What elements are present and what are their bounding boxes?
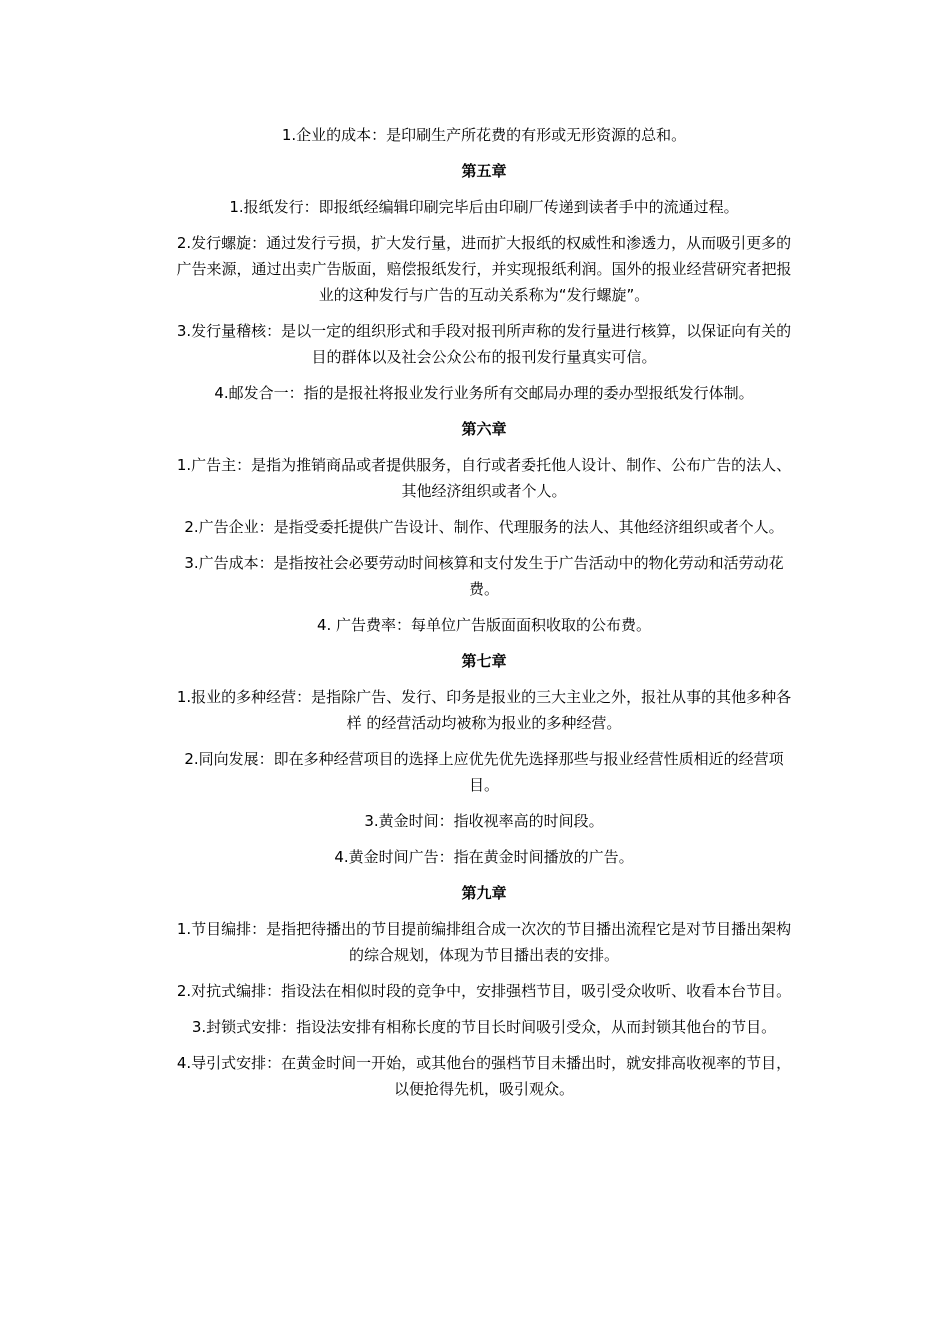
- definition-paragraph: 2.发行螺旋：通过发行亏损，扩大发行量，进而扩大报纸的权威性和渗透力，从而吸引更多的广告来源，通过出卖广告版面，赔偿报纸发行，并实现报纸利润。国外的报业经营研究者把报业的这种发行与广告的互动关系称为“发行螺旋”。: [176, 234, 792, 304]
- chapter-heading: 第九章: [461, 884, 507, 902]
- document-page: [170, 122, 798, 1112]
- definition-paragraph: 1.广告主：是指为推销商品或者提供服务，自行或者委托他人设计、制作、公布广告的法人、其他经济组织或者个人。: [176, 456, 792, 500]
- definition-paragraph: 4.导引式安排：在黄金时间一开始，或其他台的强档节目未播出时，就安排高收视率的节目，以便抢得先机，吸引观众。: [176, 1054, 792, 1098]
- chapter-heading: 第六章: [461, 420, 507, 438]
- chapter-6: [170, 416, 798, 638]
- definition-paragraph: 1.节目编排：是指把待播出的节目提前编排组合成一次次的节目播出流程它是对节目播出架构的综合规划，体现为节目播出表的安排。: [176, 920, 792, 964]
- definition-paragraph: 1.报业的多种经营：是指除广告、发行、印务是报业的三大主业之外，报社从事的其他多种各样 的经营活动均被称为报业的多种经营。: [176, 688, 792, 732]
- definition-paragraph: 4. 广告费率：每单位广告版面面积收取的公布费。: [316, 616, 652, 634]
- definition-paragraph: 2.广告企业：是指受委托提供广告设计、制作、代理服务的法人、其他经济组织或者个人。: [184, 518, 784, 536]
- definition-paragraph: 4.黄金时间广告：指在黄金时间播放的广告。: [334, 848, 634, 866]
- definition-paragraph: 3.发行量稽核：是以一定的组织形式和手段对报刊所声称的发行量进行核算，以保证向有关的目的群体以及社会公众公布的报刊发行量真实可信。: [176, 322, 792, 366]
- chapter-9: [170, 880, 798, 1102]
- definition-paragraph: 1.报纸发行：即报纸经编辑印刷完毕后由印刷厂传递到读者手中的流通过程。: [229, 198, 739, 216]
- definition-paragraph: 2.对抗式编排：指设法在相似时段的竞争中，安排强档节目，吸引受众收听、收看本台节目。: [176, 982, 792, 1000]
- chapter-heading: 第七章: [461, 652, 507, 670]
- definition-paragraph: 3.黄金时间：指收视率高的时间段。: [364, 812, 604, 830]
- definition-paragraph: 4.邮发合一：指的是报社将报业发行业务所有交邮局办理的委办型报纸发行体制。: [214, 384, 754, 402]
- definition-paragraph: 3.封锁式安排：指设法安排有相称长度的节目长时间吸引受众，从而封锁其他台的节目。: [191, 1018, 777, 1036]
- definition-paragraph: 2.同向发展：即在多种经营项目的选择上应优先优先选择那些与报业经营性质相近的经营项目。: [184, 750, 784, 794]
- chapter-5: [170, 158, 798, 406]
- chapter-heading: 第五章: [461, 162, 507, 180]
- intro-paragraph: 1.企业的成本：是印刷生产所花费的有形或无形资源的总和。: [281, 126, 687, 144]
- chapter-7: [170, 648, 798, 870]
- definition-paragraph: 3.广告成本：是指按社会必要劳动时间核算和支付发生于广告活动中的物化劳动和活劳动花费。: [184, 554, 784, 598]
